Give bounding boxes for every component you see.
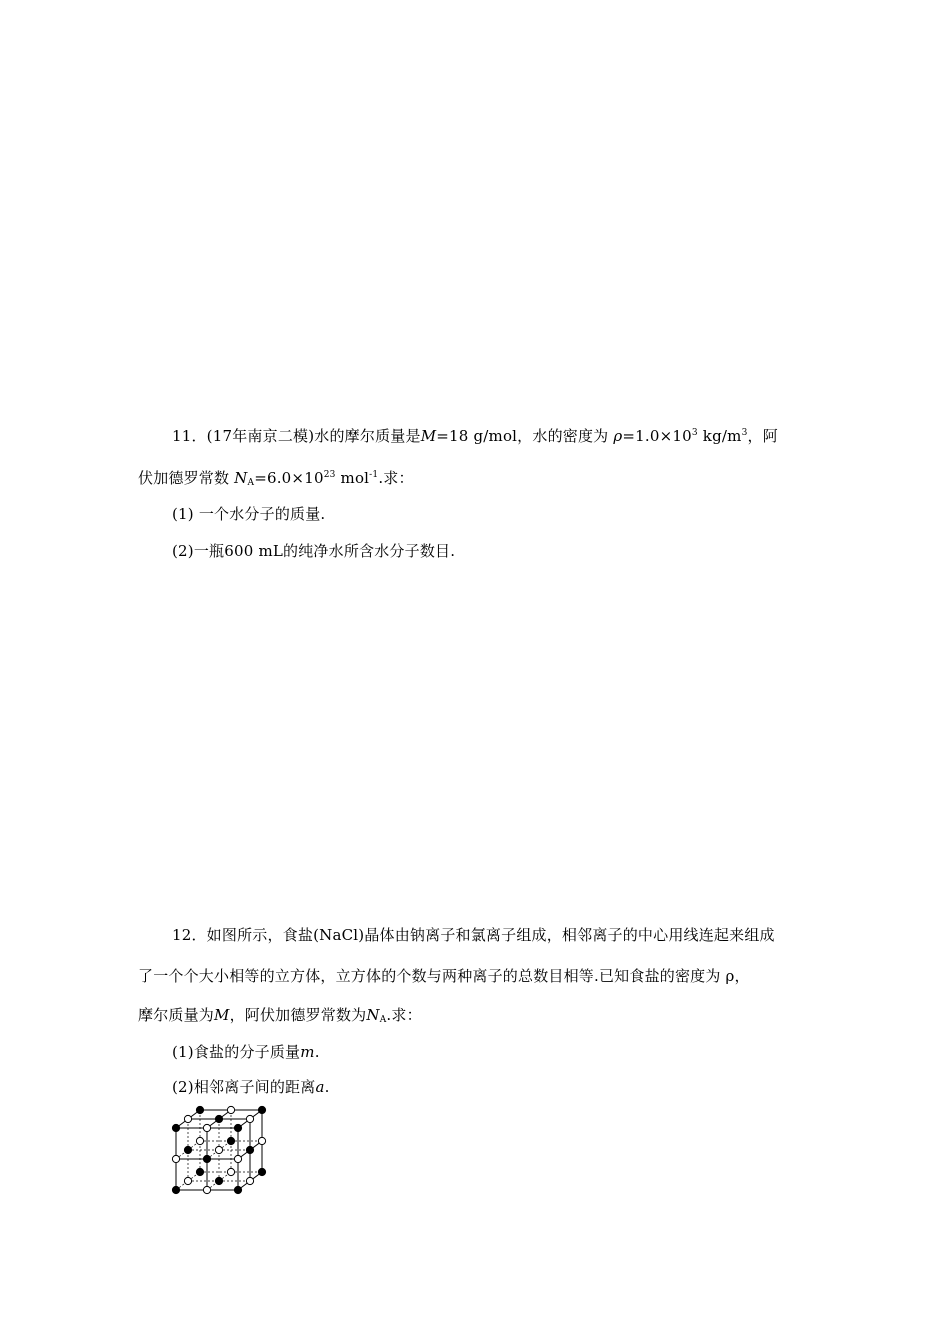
subscript: A <box>247 478 255 488</box>
q12-text: .求： <box>386 1006 422 1024</box>
sodium-ion <box>215 1177 222 1184</box>
crystal-ions <box>172 1106 265 1193</box>
var-NA: N <box>234 469 248 487</box>
chloride-ion <box>258 1137 265 1144</box>
sodium-ion <box>258 1106 265 1113</box>
q11-line-2 <box>138 468 414 488</box>
sodium-ion <box>196 1106 203 1113</box>
sodium-ion <box>227 1137 234 1144</box>
sodium-ion <box>234 1186 241 1193</box>
chloride-ion <box>203 1186 210 1193</box>
exponent: 3 <box>691 428 698 438</box>
q11-text: mol <box>335 469 370 487</box>
chloride-ion <box>203 1124 210 1131</box>
exponent: 3 <box>741 428 748 438</box>
var-m: m <box>300 1043 315 1061</box>
nacl-crystal-diagram <box>168 1078 278 1198</box>
chloride-ion <box>234 1155 241 1162</box>
sodium-ion <box>246 1146 253 1153</box>
sodium-ion <box>172 1186 179 1193</box>
q12-line-2: 了一个个大小相等的立方体，立方体的个数与两种离子的总数目相等.已知食盐的密度为 ρ， <box>138 967 750 985</box>
chloride-ion <box>246 1115 253 1122</box>
sodium-ion <box>196 1168 203 1175</box>
q12-text: . <box>314 1043 320 1061</box>
q12-text: ，阿伏加德罗常数为 <box>229 1006 367 1024</box>
chloride-ion <box>184 1115 191 1122</box>
exponent: 23 <box>323 470 336 480</box>
q11-text: =1.0×10 <box>622 427 692 445</box>
subscript: A <box>379 1015 387 1025</box>
q11-text: kg/m <box>697 427 742 445</box>
q12-sub-1 <box>172 1042 320 1062</box>
var-a: a <box>315 1078 325 1096</box>
q11-text: 11．(17年南京二模)水的摩尔质量是 <box>172 427 421 445</box>
q11-text: =6.0×10 <box>254 469 324 487</box>
q11-text: .求： <box>378 469 414 487</box>
q12-text: 摩尔质量为 <box>138 1006 215 1024</box>
q12-line-3 <box>138 1005 422 1025</box>
var-M: M <box>214 1006 230 1024</box>
q12-text: . <box>324 1078 330 1096</box>
sodium-ion <box>234 1124 241 1131</box>
q11-text: =18 g/mol，水的密度为 <box>436 427 614 445</box>
sodium-ion <box>184 1146 191 1153</box>
var-rho: ρ <box>613 427 623 445</box>
chloride-ion <box>227 1168 234 1175</box>
q11-line-1 <box>172 426 778 446</box>
q12-text: (1)食盐的分子质量 <box>172 1043 301 1061</box>
q11-text: ，阿 <box>747 427 778 445</box>
q11-sub-1: (1) 一个水分子的质量. <box>172 505 326 523</box>
var-NA: N <box>366 1006 380 1024</box>
var-M: M <box>420 427 437 445</box>
sodium-ion <box>172 1124 179 1131</box>
q12-text: (2)相邻离子间的距离 <box>172 1078 316 1096</box>
chloride-ion <box>172 1155 179 1162</box>
chloride-ion <box>196 1137 203 1144</box>
chloride-ion <box>246 1177 253 1184</box>
sodium-ion <box>203 1155 210 1162</box>
q12-line-1: 12．如图所示，食盐(NaCl)晶体由钠离子和氯离子组成，相邻离子的中心用线连起来组成 <box>172 926 775 944</box>
exponent: -1 <box>369 470 379 480</box>
chloride-ion <box>215 1146 222 1153</box>
q11-text: 伏加德罗常数 <box>138 469 235 487</box>
sodium-ion <box>215 1115 222 1122</box>
sodium-ion <box>258 1168 265 1175</box>
q11-sub-2: (2)一瓶600 mL的纯净水所含水分子数目. <box>172 542 456 560</box>
chloride-ion <box>184 1177 191 1184</box>
chloride-ion <box>227 1106 234 1113</box>
